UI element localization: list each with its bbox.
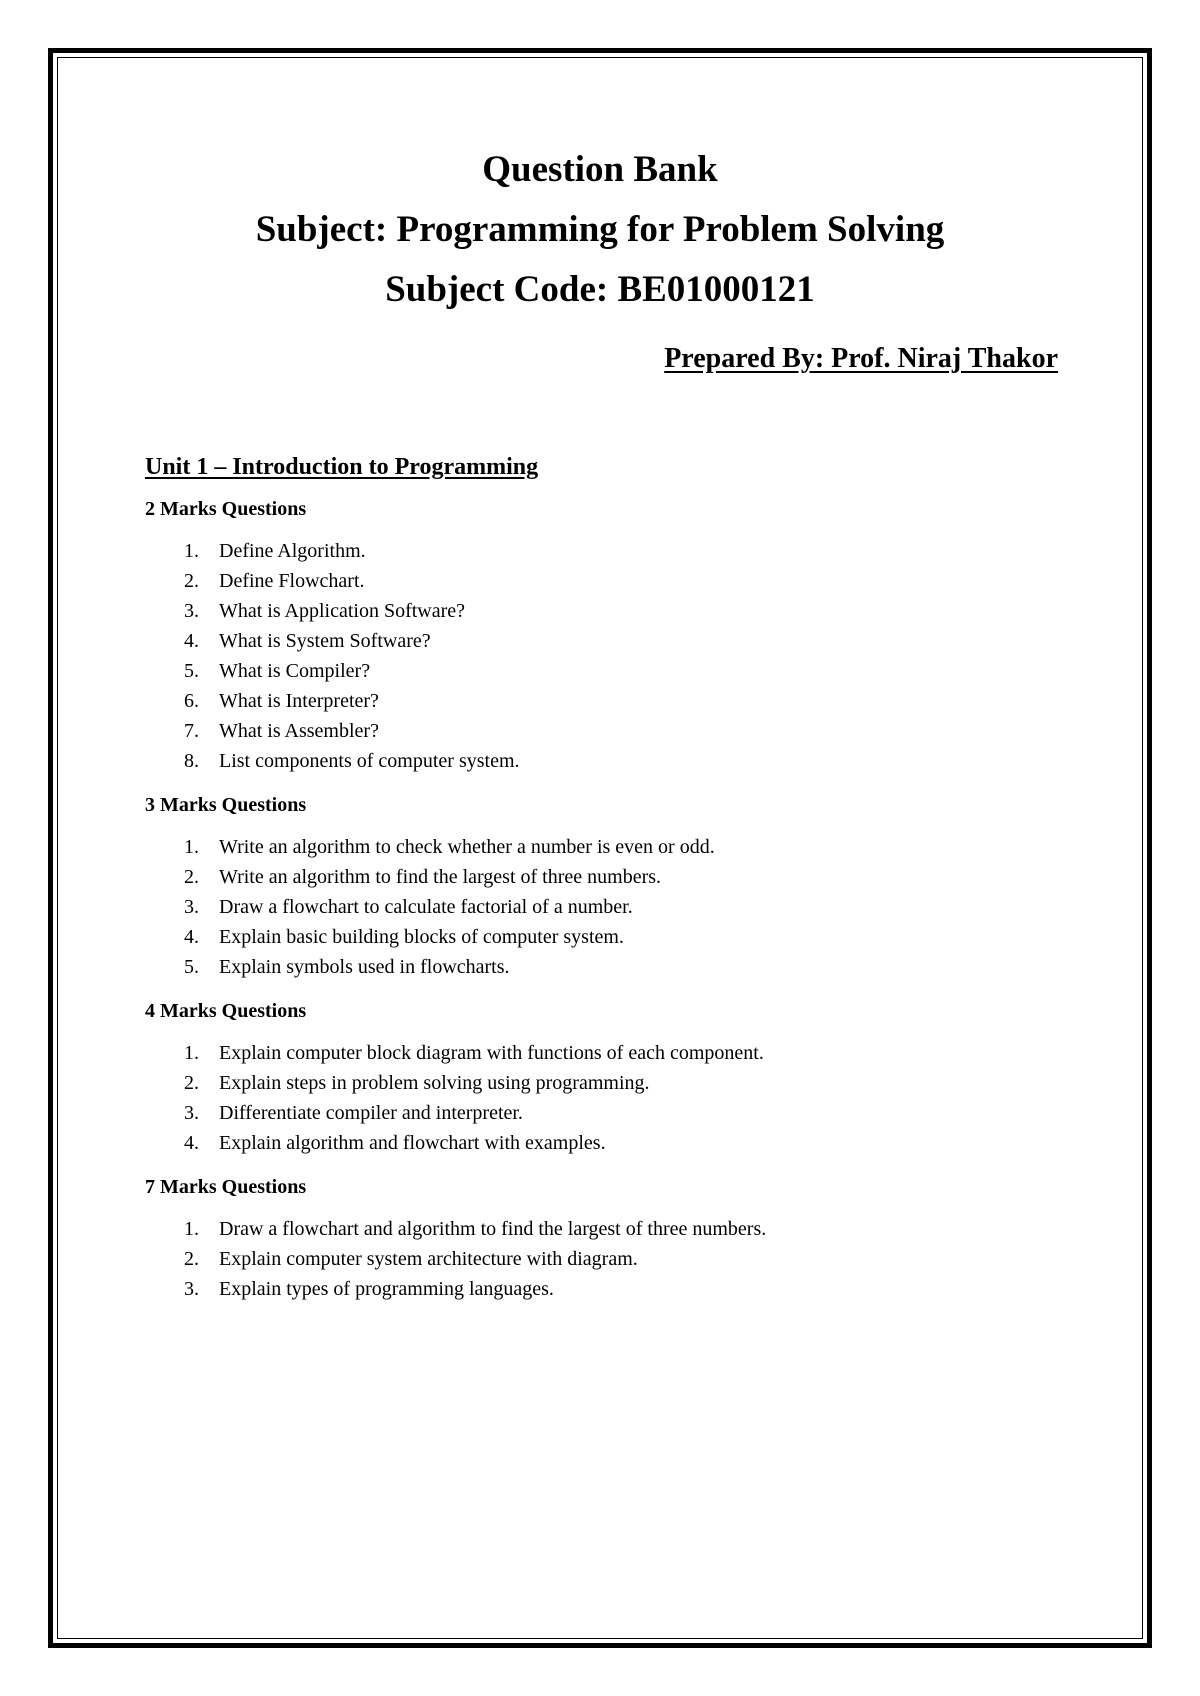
question-number: 5. [184,956,199,978]
question-text: List components of computer system. [219,750,520,772]
question-text: Explain steps in problem solving using programming. [219,1072,650,1094]
question-text: Explain types of programming languages. [219,1278,554,1300]
document-title: Question Bank [482,149,718,190]
question-text: Explain basic building blocks of computer system. [219,926,624,948]
question-item [145,536,1085,566]
question-item [145,746,1085,776]
question-item [145,1128,1085,1158]
question-text: Write an algorithm to check whether a number is even or odd. [219,836,715,858]
question-item [145,686,1085,716]
question-text: Write an algorithm to find the largest of three numbers. [219,866,662,888]
question-text: Explain algorithm and flowchart with examples. [219,1132,606,1154]
question-text: Define Flowchart. [219,570,365,592]
question-number: 1. [184,1218,199,1240]
title-block [0,140,1200,320]
question-number: 1. [184,1042,199,1064]
question-item [145,1068,1085,1098]
question-number: 7. [184,720,199,742]
question-number: 2. [184,866,199,888]
question-item [145,566,1085,596]
question-item [145,1038,1085,1068]
question-number: 3. [184,896,199,918]
question-item [145,862,1085,892]
question-text: Define Algorithm. [219,540,366,562]
subject-code: Subject Code: BE01000121 [385,269,815,310]
question-list [145,1038,1085,1158]
question-section [145,496,1085,776]
question-item [145,1244,1085,1274]
question-text: What is Assembler? [219,720,379,742]
section-title: 4 Marks Questions [145,1000,307,1022]
question-text: Draw a flowchart and algorithm to find the largest of three numbers. [219,1218,767,1240]
question-item [145,1098,1085,1128]
question-item [145,1214,1085,1244]
question-number: 5. [184,660,199,682]
question-number: 3. [184,600,199,622]
question-list [145,1214,1085,1304]
question-item [145,892,1085,922]
unit-heading: Unit 1 – Introduction to Programming [145,454,539,480]
question-number: 6. [184,690,199,712]
question-section [145,1174,1085,1304]
question-number: 3. [184,1102,199,1124]
question-text: What is Application Software? [219,600,466,622]
section-title: 3 Marks Questions [145,794,307,816]
question-text: Explain computer system architecture with diagram. [219,1248,638,1270]
question-number: 1. [184,540,199,562]
prepared-by: Prepared By: Prof. Niraj Thakor [664,343,1058,374]
question-number: 4. [184,926,199,948]
question-text: Differentiate compiler and interpreter. [219,1102,523,1124]
question-text: Draw a flowchart to calculate factorial of a number. [219,896,633,918]
question-number: 2. [184,570,199,592]
question-section [145,792,1085,982]
question-item [145,716,1085,746]
question-number: 2. [184,1248,199,1270]
question-number: 3. [184,1278,199,1300]
question-list [145,536,1085,776]
question-text: What is Interpreter? [219,690,379,712]
unit-content [145,452,1085,1320]
question-item [145,832,1085,862]
question-text: What is Compiler? [219,660,371,682]
subject-name: Subject: Programming for Problem Solving [255,209,945,250]
question-number: 2. [184,1072,199,1094]
question-list [145,832,1085,982]
question-item [145,656,1085,686]
question-number: 8. [184,750,199,772]
question-item [145,922,1085,952]
section-title: 2 Marks Questions [145,498,307,520]
question-item [145,952,1085,982]
question-item [145,596,1085,626]
question-sections [145,496,1085,1304]
question-text: Explain symbols used in flowcharts. [219,956,510,978]
question-section [145,998,1085,1158]
question-item [145,1274,1085,1304]
question-number: 4. [184,1132,199,1154]
question-number: 4. [184,630,199,652]
question-item [145,626,1085,656]
section-title: 7 Marks Questions [145,1176,307,1198]
question-text: What is System Software? [219,630,431,652]
question-text: Explain computer block diagram with functions of each component. [219,1042,764,1064]
question-number: 1. [184,836,199,858]
